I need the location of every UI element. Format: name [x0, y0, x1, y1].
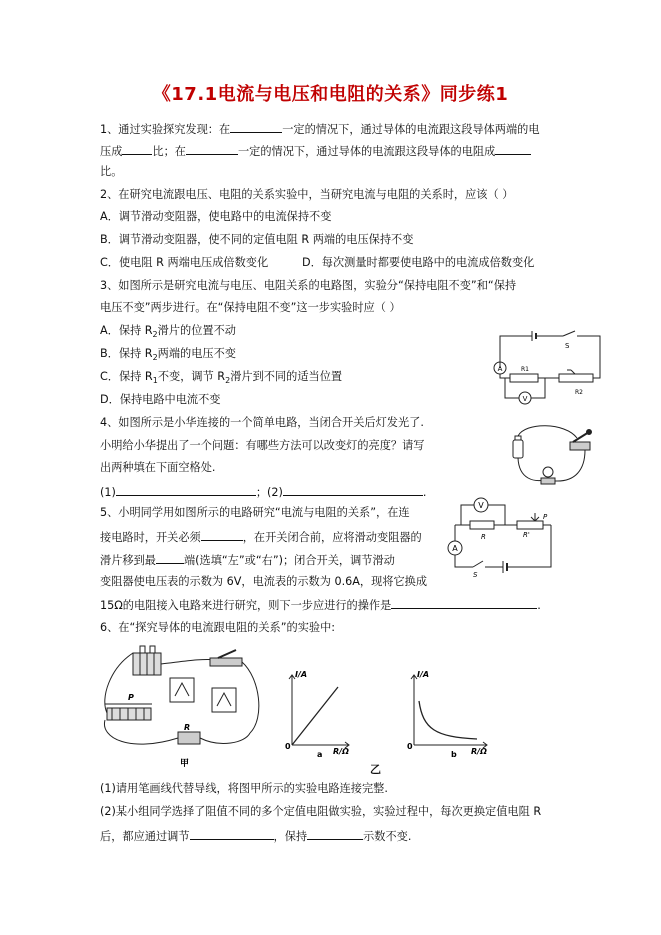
graph-a-line [292, 687, 338, 745]
q1-text: 一定的情况下，通过导体的电流跟这段导体的电阻成 [237, 145, 496, 158]
label-r: R [184, 723, 191, 732]
graph-a-tag: a [317, 750, 323, 759]
q5-circuit-diagram [445, 495, 560, 580]
q2-stem: 2、在研究电流跟电压、电阻的关系实验中，当研究电流与电阻的关系时，应该（ ） [100, 188, 514, 201]
graph-b-tag: b [451, 750, 457, 759]
label-r: R [481, 533, 486, 541]
answer-blank[interactable] [201, 529, 243, 541]
label-r-prime: R' [523, 531, 530, 539]
q6-sub2: (2)某小组同学选择了阻值不同的多个定值电阻做实验，实验过程中，每次更换定值电阻 R [100, 805, 542, 818]
q2-option-a: A．调节滑动变阻器，使电路中的电流保持不变 [100, 210, 332, 223]
graph-b-ylabel: I/A [417, 670, 430, 679]
q5-line5: 15Ω的电阻接入电路来进行研究，则下一步应进行的操作是 . [100, 599, 541, 612]
label-r2: R2 [575, 389, 583, 396]
q6-sub1: (1)请用笔画线代替导线，将图甲所示的实验电路连接完整. [100, 782, 388, 795]
label-p: P [543, 513, 548, 521]
graph-a-xlabel: R/Ω [333, 747, 349, 756]
answer-blank[interactable] [391, 597, 537, 609]
q1-text: 压成 [100, 145, 123, 158]
graph-b-xlabel: R/Ω [471, 747, 487, 756]
label-switch: S [565, 342, 570, 350]
ammeter-label: A [497, 365, 503, 373]
q3-circuit-diagram [485, 328, 605, 413]
page-title: 《17.1电流与电压和电阻的关系》同步练1 [152, 84, 509, 105]
q3-option-d: D．保持电路中电流不变 [100, 393, 221, 406]
q1-text: 比；在 [152, 145, 186, 158]
q4-line2: 小明给小华提出了一个问题：有哪些方法可以改变灯的亮度？请写 [100, 439, 425, 452]
answer-blank[interactable] [495, 143, 531, 155]
q3-line2: 电压不变”两步进行。在“保持电阻不变”这一步实验时应（ ） [100, 301, 401, 314]
q5-line3: 滑片移到最 端(选填“左”或“右”)；闭合开关，调节滑动 [100, 554, 395, 567]
graph-a-ylabel: I/A [295, 670, 308, 679]
graph-b [405, 665, 495, 760]
answer-blank[interactable] [156, 552, 184, 564]
label-r1: R1 [521, 366, 529, 373]
voltmeter-label: V [522, 395, 528, 403]
voltmeter-label: V [478, 501, 484, 510]
answer-blank[interactable] [283, 484, 423, 496]
q4-circuit-picture [505, 420, 605, 495]
graph-a-origin: 0 [285, 742, 291, 751]
q1-text: 1、通过实验探究发现：在 [100, 123, 231, 136]
figure-label-yi: 乙 [370, 763, 381, 776]
q6-sub3: 后，都应通过调节 ，保持 示数不变. [100, 830, 412, 843]
answer-blank[interactable] [122, 143, 152, 155]
q1-text: 一定的情况下，通过导体的电流跟这段导体两端的电 [282, 123, 540, 136]
q5-line2: 接电路时，开关必须 ，在开关闭合前，应将滑动变阻器的 [100, 531, 422, 544]
q6-apparatus-picture [100, 638, 270, 768]
q3-line1: 3、如图所示是研究电流与电压、电阻关系的电路图，实验分“保持电阻不变”和“保持 [100, 279, 517, 292]
answer-blank[interactable] [116, 484, 256, 496]
graph-a [283, 665, 358, 760]
q5-line1: 5、小明同学用如图所示的电路研究“电流与电阻的关系”，在连 [100, 506, 410, 519]
label-switch: S [473, 571, 478, 579]
ammeter-label: A [452, 544, 458, 553]
q3-option-a: A．保持 $R_2$滑片的位置不动 [100, 324, 236, 340]
q4-line3: 出两种填在下面空格处. [100, 461, 216, 474]
q3-option-b: B．保持 $R_2$两端的电压不变 [100, 347, 236, 363]
q2-option-c: C．使电阻 R 两端电压成倍数变化 [100, 256, 269, 269]
q2-option-b: B．调节滑动变阻器，使不同的定值电阻 R 两端的电压保持不变 [100, 233, 414, 246]
figure-label-jia: 甲 [180, 759, 190, 769]
label-p: P [128, 693, 134, 702]
q4-line4: (1) ；(2) . [100, 486, 427, 499]
answer-blank[interactable] [190, 828, 274, 840]
q3-option-c: C．保持 $R_1$不变，调节 $R_2$滑片到不同的适当位置 [100, 370, 343, 386]
q2-option-d: D．每次测量时都要使电路中的电流成倍数变化 [302, 256, 535, 269]
answer-blank[interactable] [230, 121, 282, 133]
q5-line4: 变阻器使电压表的示数为 6V，电流表的示数为 0.6A，现将它换成 [100, 575, 428, 588]
graph-b-curve [419, 701, 477, 739]
graph-b-origin: 0 [407, 742, 413, 751]
q1-line2 [100, 143, 531, 159]
q1-line1 [100, 121, 540, 137]
q6-stem: 6、在“探究导体的电流跟电阻的关系”的实验中: [100, 621, 336, 634]
q1-line3: 比。 [100, 165, 123, 178]
q4-line1: 4、如图所示是小华连接的一个简单电路，当闭合开关后灯发光了. [100, 416, 424, 429]
answer-blank[interactable] [307, 828, 363, 840]
answer-blank[interactable] [186, 143, 238, 155]
